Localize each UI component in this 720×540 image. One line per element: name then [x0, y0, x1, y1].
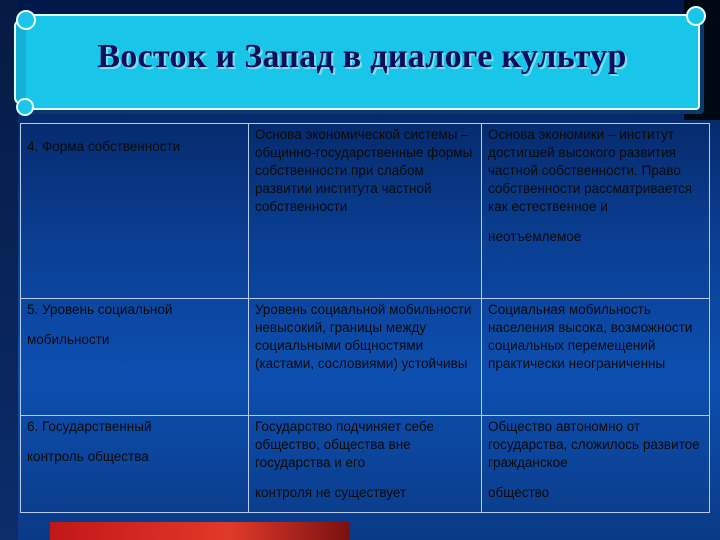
- criterion-label-tail: контроль общества: [27, 449, 149, 464]
- comparison-table: [20, 123, 710, 513]
- criterion-label: 6. Государственный: [27, 419, 152, 434]
- criterion-label: 4. Форма собственности: [27, 139, 181, 154]
- slide-title: Восток и Запад в диалоге культур: [97, 38, 627, 75]
- east-text: Уровень социальной мобильности невысокий, границы между социальными общностями (кастами, сословиями) устойчивы: [254, 302, 472, 371]
- criterion-label-tail: мобильности: [27, 332, 110, 347]
- table-row: [21, 124, 710, 299]
- west-cell: [482, 299, 710, 416]
- west-text: Основа экономики – институт достигшей высокого развития частной собственности. Право собственности рассматривается как естественное и: [488, 127, 693, 214]
- east-text-tail: контроля не существует: [254, 485, 407, 500]
- scroll-roll-left: [14, 20, 26, 104]
- criterion-cell: [21, 299, 249, 416]
- scroll-curl-top-left: [16, 10, 36, 30]
- east-text: Государство подчиняет себе общество, общества вне государства и его: [254, 419, 434, 470]
- west-text: Социальная мобильность населения высока, возможности социальных перемещений практически неограниченны: [488, 302, 693, 371]
- west-text: Общество автономно от государства, сложилось развитое гражданское: [488, 419, 700, 470]
- bottom-red-decor: [50, 522, 350, 540]
- criterion-cell: [21, 124, 249, 299]
- scroll-curl-top-right: [686, 6, 706, 26]
- west-text-tail: общество: [488, 485, 550, 500]
- east-cell: [248, 416, 481, 513]
- east-text: Основа экономической системы – общинно-государственные формы собственности при слабом развитии института частной собственности: [254, 127, 473, 214]
- table-row: [21, 299, 710, 416]
- west-cell: [482, 416, 710, 513]
- criterion-label: 5. Уровень социальной: [27, 302, 173, 317]
- west-cell: [482, 124, 710, 299]
- east-cell: [248, 124, 481, 299]
- title-scroll-banner: [24, 14, 700, 110]
- east-cell: [248, 299, 481, 416]
- table-row: [21, 416, 710, 513]
- criterion-cell: [21, 416, 249, 513]
- scroll-curl-bottom-left: [16, 98, 34, 116]
- west-text-tail: неотъемлемое: [488, 229, 582, 244]
